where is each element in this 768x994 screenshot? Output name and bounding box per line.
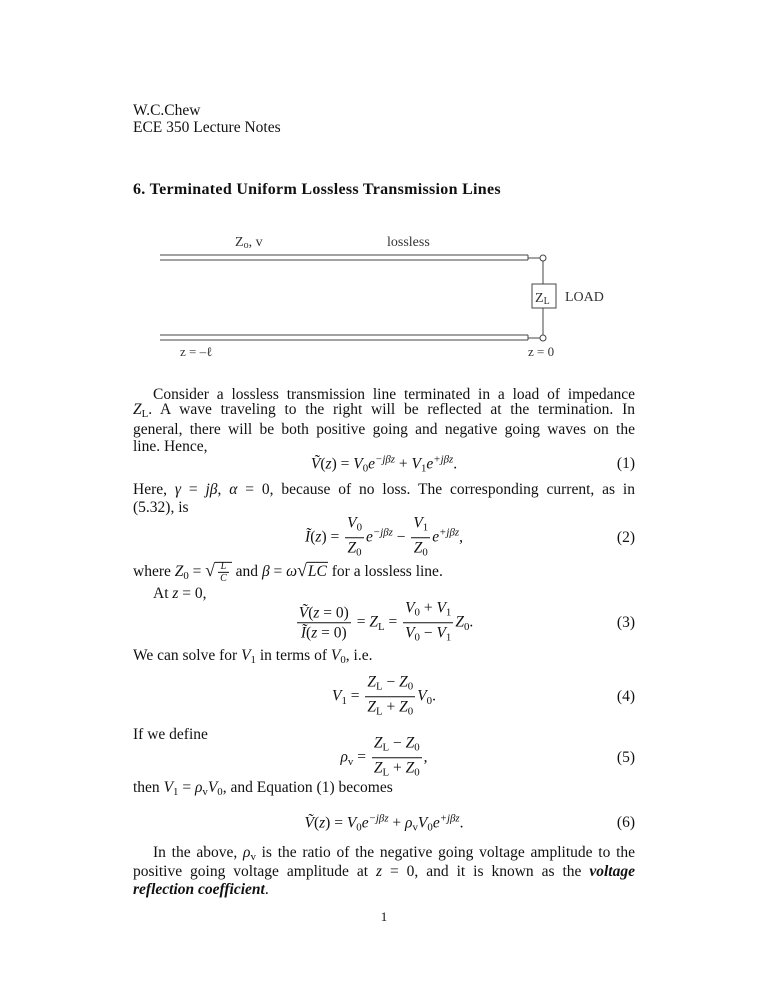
math-symbol: V [417, 687, 427, 705]
text-run: = 0, and it is known as the [382, 863, 590, 880]
text-run: ( [310, 528, 316, 546]
superscript: −jβz [368, 812, 389, 825]
denominator [297, 624, 351, 643]
math-symbol: z [315, 528, 322, 546]
subscript: 1 [250, 654, 256, 667]
fraction [297, 604, 351, 643]
math-symbol: γ [174, 481, 181, 498]
math-symbol: ω [286, 562, 298, 580]
subscript: 0 [356, 821, 362, 834]
text-run: = [384, 613, 402, 631]
text-run: . [264, 881, 269, 898]
zl-label-sub: L [543, 296, 550, 307]
math-symbol: e [432, 528, 440, 546]
radical-sign: √ [205, 559, 216, 580]
math-symbol: Z [455, 613, 464, 631]
bottom-conductor [160, 335, 540, 340]
text-run: − [382, 673, 400, 691]
text-run: ( [308, 604, 314, 622]
top-terminal [540, 255, 546, 261]
subscript: v [250, 851, 256, 864]
text-run: + [419, 599, 437, 617]
equation-2 [133, 513, 635, 563]
paragraph-line [133, 421, 635, 439]
numerator [297, 604, 351, 624]
paragraph-line [133, 863, 635, 881]
paragraph-line [133, 779, 635, 801]
math-symbol: V [405, 599, 415, 617]
math-symbol: Z [367, 698, 377, 716]
math-symbol: β [261, 562, 270, 580]
text-run: . [459, 814, 464, 832]
numerator [218, 561, 229, 573]
text-run: = [269, 562, 287, 580]
emphasis-term: voltage [589, 863, 635, 880]
math-symbol: Z [405, 734, 415, 752]
top-conductor [160, 255, 540, 260]
subscript: 1 [445, 606, 452, 619]
denominator [345, 539, 364, 563]
text-run: ( [313, 814, 320, 832]
author: W.C.Chew [133, 102, 201, 119]
math-symbol: Z [133, 400, 142, 418]
math-symbol: Z [399, 698, 408, 716]
square-root [297, 559, 328, 580]
math-symbol: Z [369, 613, 378, 631]
text-run: + [394, 455, 412, 473]
subscript: 0 [414, 631, 420, 644]
math-symbol: V [241, 646, 251, 664]
text-run: + [382, 698, 400, 716]
math-symbol: Z [367, 673, 377, 691]
math-symbol: C [220, 572, 227, 584]
math-symbol: ρ [405, 814, 413, 832]
radicand [215, 560, 232, 584]
math-symbol: e [426, 455, 434, 473]
math-symbol: e [432, 814, 440, 832]
math-symbol: LC [307, 562, 327, 580]
paragraph-line [133, 647, 635, 669]
superscript: −jβz [375, 453, 395, 466]
text-run: is the ratio of the negative going voltage amplitude to the [255, 843, 636, 861]
load-label: LOAD [565, 290, 604, 305]
z0-label-sub: o [243, 240, 249, 251]
subscript: 0 [427, 821, 433, 834]
math-symbol: e [365, 528, 373, 546]
z-right-label: z = 0 [528, 344, 555, 359]
math-symbol: z [311, 624, 318, 642]
transmission-line-diagram [0, 0, 768, 400]
math-symbol: Ṽ [304, 814, 314, 832]
equation-3 [133, 598, 635, 648]
subscript: 1 [422, 521, 429, 534]
text-run: line. Hence, [133, 438, 208, 455]
text-run: , i.e. [345, 646, 373, 664]
text-run: then [133, 778, 164, 796]
text-run: , and Equation (1) becomes [222, 778, 393, 796]
text-run: Consider a lossless transmission line terminated in a load of impedance [153, 386, 635, 403]
math-symbol: V [436, 624, 446, 642]
math-symbol: V [332, 687, 342, 705]
text-run: = 0) [317, 624, 347, 642]
text-run: + [389, 759, 406, 777]
text-run: and [231, 562, 262, 580]
text-run: − [392, 528, 410, 546]
math-symbol: V [347, 514, 357, 532]
z0-label: Z [235, 235, 244, 250]
math-symbol: Ĩ [305, 528, 311, 546]
radicand [307, 562, 328, 580]
superscript: +jβz [439, 812, 460, 825]
text-run: positive going voltage amplitude at [133, 863, 376, 880]
page-number: 1 [380, 909, 388, 924]
subscript: 0 [407, 705, 414, 718]
text-run: general, there will be both positive going and negative going waves on the [133, 421, 635, 438]
superscript: +jβz [433, 453, 454, 466]
math-symbol: z [375, 863, 383, 880]
math-symbol: V [330, 646, 341, 664]
text-run: = [352, 613, 370, 631]
numerator [365, 672, 415, 697]
text-run: ) = [325, 814, 347, 832]
subscript: 0 [422, 546, 428, 559]
paragraph-line [133, 881, 635, 899]
subscript: L [376, 705, 383, 718]
section-title: 6. Terminated Uniform Lossless Transmission Lines [133, 181, 501, 198]
denominator [403, 624, 453, 648]
denominator [218, 573, 229, 584]
math-symbol: α [229, 481, 238, 498]
paragraph-line [133, 561, 635, 585]
square-root [205, 559, 232, 584]
radical-sign: √ [297, 559, 307, 580]
math-symbol: e [361, 814, 369, 832]
subscript: 0 [414, 741, 420, 754]
text-run: ) = [321, 528, 344, 546]
text-run: ) = [331, 455, 354, 473]
math-symbol: Z [413, 539, 423, 557]
math-symbol: z [325, 455, 332, 473]
math-symbol: ρ [340, 748, 348, 766]
math-symbol: V [436, 599, 446, 617]
lossless-label: lossless [387, 235, 430, 250]
math-symbol: V [353, 455, 363, 473]
fraction [372, 733, 422, 783]
text-run: At [153, 585, 173, 602]
subscript: 0 [183, 570, 189, 583]
math-symbol: z [313, 604, 320, 622]
math-symbol: Z [347, 539, 357, 557]
text-run: where [133, 562, 175, 580]
math-symbol: V [163, 778, 174, 796]
text-run: − [419, 624, 437, 642]
subscript: 0 [362, 462, 369, 475]
numerator [403, 598, 453, 623]
equation-1 [133, 453, 635, 474]
math-symbol: z [319, 814, 326, 832]
subscript: L [382, 741, 390, 754]
equation-number: (2) [616, 529, 635, 546]
text-run: . [432, 687, 436, 705]
text-run: If we define [133, 726, 208, 743]
math-symbol: V [417, 814, 428, 832]
equation-number: (4) [616, 688, 635, 705]
text-run: = [178, 778, 195, 796]
equation-number: (3) [616, 614, 635, 631]
subscript: v [347, 755, 354, 768]
fraction [411, 513, 430, 563]
subscript: 0 [217, 786, 223, 799]
subscript: v [412, 821, 418, 834]
math-symbol: e [368, 455, 376, 473]
subscript: 0 [414, 606, 420, 619]
text-run: in terms of [255, 646, 331, 664]
fraction [403, 598, 453, 648]
subscript: 0 [407, 680, 414, 693]
math-symbol: L [220, 560, 227, 572]
z0-label-rest: , v [248, 235, 263, 250]
emphasis-term: reflection coefficient [133, 881, 265, 898]
subscript: 0 [356, 521, 362, 534]
subscript: 1 [341, 694, 347, 707]
equation-6 [133, 812, 635, 833]
z-left-label: z = –ℓ [180, 344, 213, 359]
subscript: 0 [414, 766, 420, 779]
subscript: L [382, 766, 390, 779]
subscript: 0 [426, 694, 433, 707]
text-run: , [423, 748, 428, 766]
math-symbol: V [411, 455, 421, 473]
math-symbol: V [405, 624, 415, 642]
text-run: ( [320, 455, 326, 473]
math-symbol: Z [174, 562, 184, 580]
numerator [345, 513, 364, 538]
subscript: L [377, 620, 385, 633]
math-symbol: V [207, 778, 218, 796]
course-name: ECE 350 Lecture Notes [133, 119, 281, 136]
math-symbol: Ṽ [298, 604, 309, 622]
math-symbol: ρ [194, 778, 203, 796]
zl-label: Z [535, 291, 544, 306]
text-run: for a lossless line. [327, 562, 443, 580]
paragraph-line [133, 481, 635, 499]
math-symbol: z [172, 585, 179, 602]
fraction [218, 561, 229, 584]
text-run: − [389, 734, 406, 752]
text-run: = 0, because of no loss. The corresponding current, as in [237, 481, 635, 498]
equation-5 [133, 733, 635, 783]
text-run: = 0, [178, 585, 207, 602]
text-run: + [388, 814, 406, 832]
math-symbol: V [346, 814, 357, 832]
text-run: . A wave traveling to the right will be reflected at the termination. In [148, 400, 635, 418]
text-run: . [453, 455, 458, 473]
paragraph-line [133, 401, 635, 423]
fraction [365, 672, 415, 722]
subscript: 1 [173, 786, 179, 799]
denominator [411, 539, 430, 563]
subscript: 0 [356, 546, 362, 559]
math-symbol: Ṽ [310, 455, 321, 473]
math-symbol: Z [373, 759, 383, 777]
math-symbol: ρ [242, 843, 251, 861]
subscript: 1 [445, 631, 452, 644]
equation-number: (5) [616, 749, 635, 766]
equation-4 [133, 672, 635, 722]
equation-number: (1) [616, 455, 635, 472]
denominator [365, 698, 415, 722]
subscript: 0 [463, 620, 470, 633]
text-run: We can solve for [133, 646, 242, 664]
subscript: 0 [340, 654, 346, 667]
text-run: In the above, [153, 843, 243, 861]
math-symbol: jβ [205, 481, 218, 498]
text-run: ( [306, 624, 312, 642]
math-symbol: V [413, 514, 423, 532]
text-run: , [459, 528, 463, 546]
superscript: −jβz [372, 526, 393, 539]
math-symbol: Z [405, 759, 415, 777]
svg-text:Zo, v [235, 235, 263, 251]
text-run: , [217, 481, 230, 498]
text-run: = 0) [319, 604, 349, 622]
subscript: L [376, 680, 383, 693]
equation-number: (6) [616, 814, 635, 831]
math-symbol: Ĩ [300, 624, 307, 642]
text-run: Here, [133, 481, 175, 498]
text-run: (5.32), is [133, 499, 189, 516]
numerator [411, 513, 430, 538]
text-run: = [188, 562, 206, 580]
math-symbol: Z [399, 673, 408, 691]
text-run: . [469, 613, 474, 631]
math-symbol: Z [373, 734, 383, 752]
subscript: 1 [420, 462, 427, 475]
superscript: +jβz [439, 526, 460, 539]
numerator [372, 733, 422, 758]
text-run: = [353, 748, 370, 766]
subscript: L [141, 408, 149, 421]
bottom-terminal [540, 335, 546, 341]
fraction [345, 513, 364, 563]
subscript: v [202, 786, 208, 799]
text-run: = [180, 481, 206, 498]
text-run: = [346, 687, 364, 705]
